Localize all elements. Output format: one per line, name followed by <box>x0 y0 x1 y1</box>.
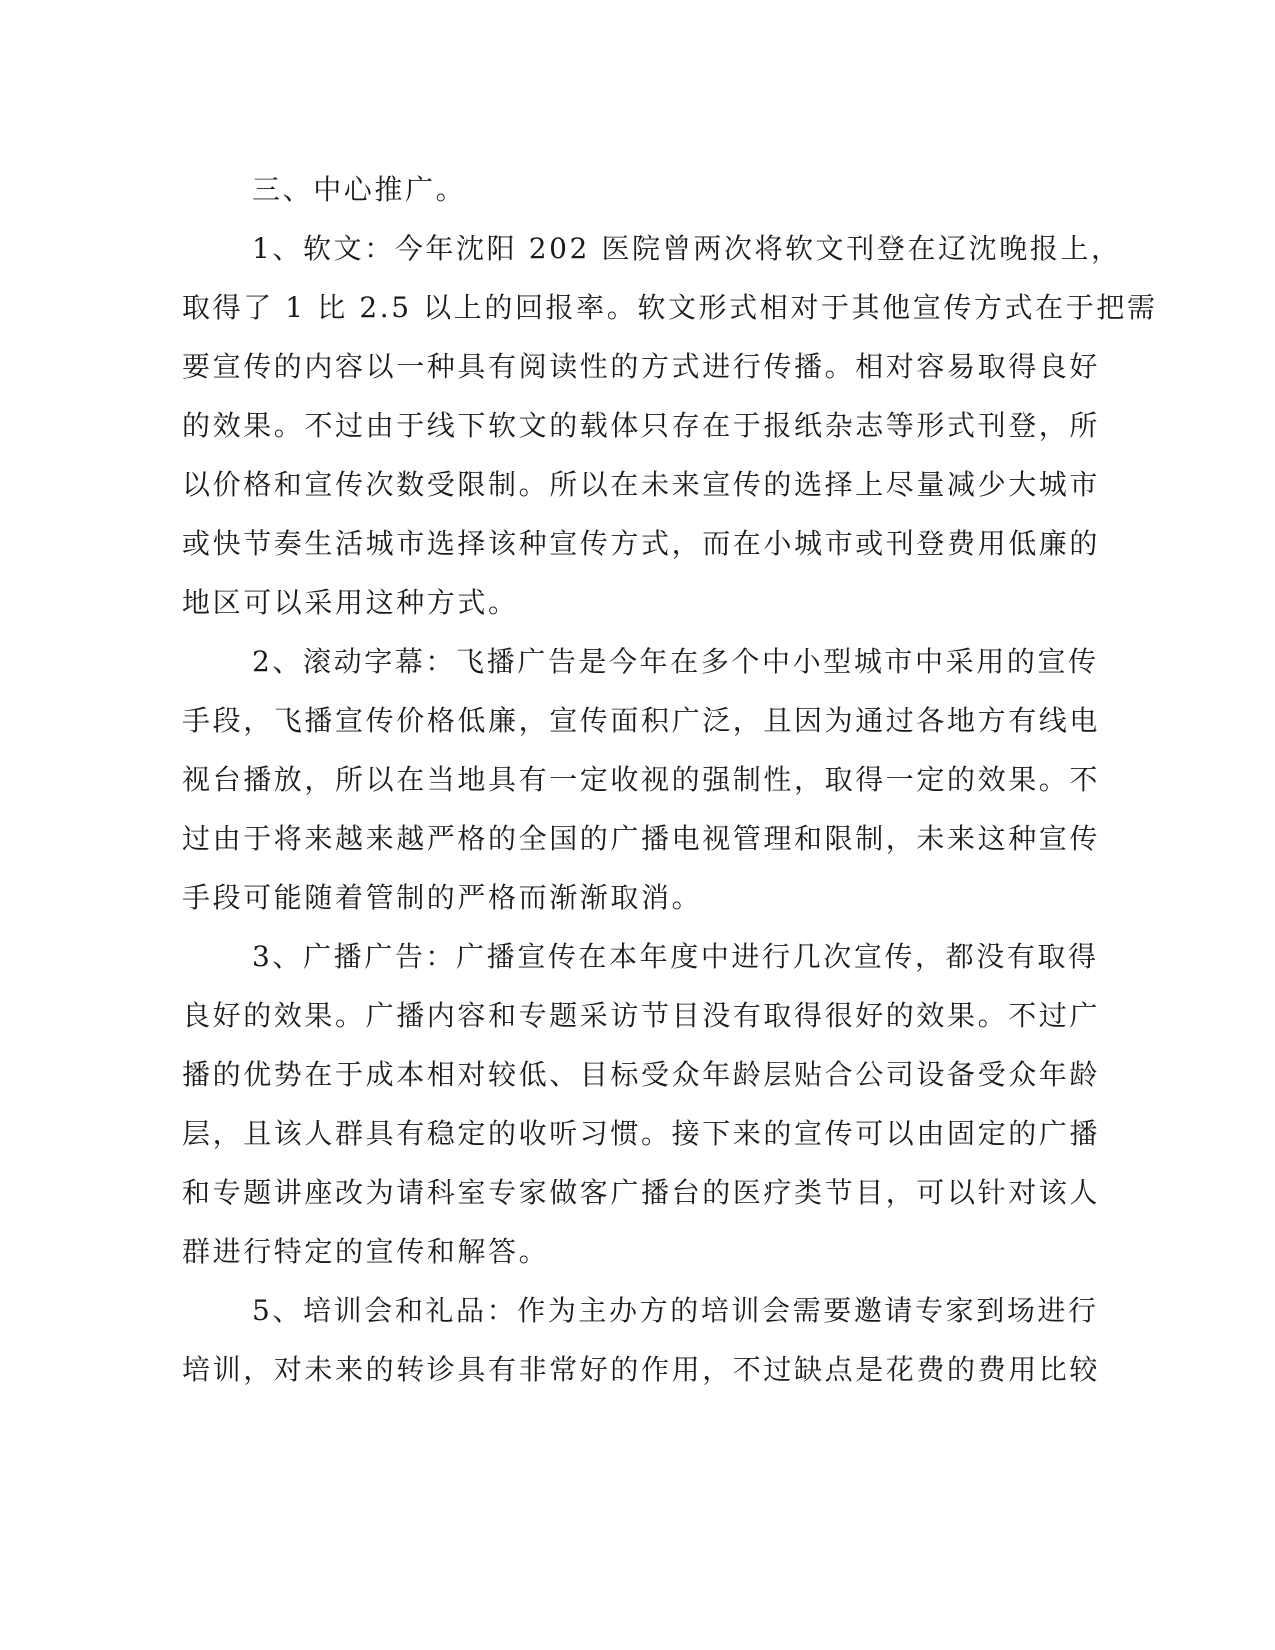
paragraph-first-line: 1、软文：今年沈阳 202 医院曾两次将软文刊登在辽沈晚报上， <box>252 232 1122 265</box>
text-line: 手段，飞播宣传价格低廉，宣传面积广泛，且因为通过各地方有线电 <box>182 704 1101 737</box>
text-line: 要宣传的内容以一种具有阅读性的方式进行传播。相对容易取得良好 <box>182 350 1101 383</box>
text-line: 良好的效果。广播内容和专题采访节目没有取得很好的效果。不过广 <box>182 999 1101 1032</box>
text-line: 培训，对未来的转诊具有非常好的作用，不过缺点是花费的费用比较 <box>182 1353 1101 1386</box>
paragraph-first-line: 5、培训会和礼品：作为主办方的培训会需要邀请专家到场进行 <box>252 1294 1099 1327</box>
paragraph-first-line: 三、中心推广。 <box>252 173 467 206</box>
paragraph-first-line: 3、广播广告：广播宣传在本年度中进行几次宣传，都没有取得 <box>252 940 1099 973</box>
text-line: 视台播放，所以在当地具有一定收视的强制性，取得一定的效果。不 <box>182 763 1101 796</box>
text-line: 取得了 1 比 2.5 以上的回报率。软文形式相对于其他宣传方式在于把需 <box>182 291 1158 324</box>
text-line: 过由于将来越来越严格的全国的广播电视管理和限制，未来这种宣传 <box>182 822 1101 855</box>
text-line: 和专题讲座改为请科室专家做客广播台的医疗类节目，可以针对该人 <box>182 1176 1101 1209</box>
text-line: 地区可以采用这种方式。 <box>182 586 519 619</box>
text-line: 的效果。不过由于线下软文的载体只存在于报纸杂志等形式刊登，所 <box>182 409 1101 442</box>
text-line: 或快节奏生活城市选择该种宣传方式，而在小城市或刊登费用低廉的 <box>182 527 1101 560</box>
text-line: 手段可能随着管制的严格而渐渐取消。 <box>182 881 703 914</box>
text-line: 以价格和宣传次数受限制。所以在未来宣传的选择上尽量减少大城市 <box>182 468 1101 501</box>
document-body <box>182 160 1158 1399</box>
text-line: 播的优势在于成本相对较低、目标受众年龄层贴合公司设备受众年龄 <box>182 1058 1101 1091</box>
paragraph-first-line: 2、滚动字幕：飞播广告是今年在多个中小型城市中采用的宣传 <box>252 645 1099 678</box>
text-line: 层，且该人群具有稳定的收听习惯。接下来的宣传可以由固定的广播 <box>182 1117 1101 1150</box>
text-line: 群进行特定的宣传和解答。 <box>182 1235 550 1268</box>
